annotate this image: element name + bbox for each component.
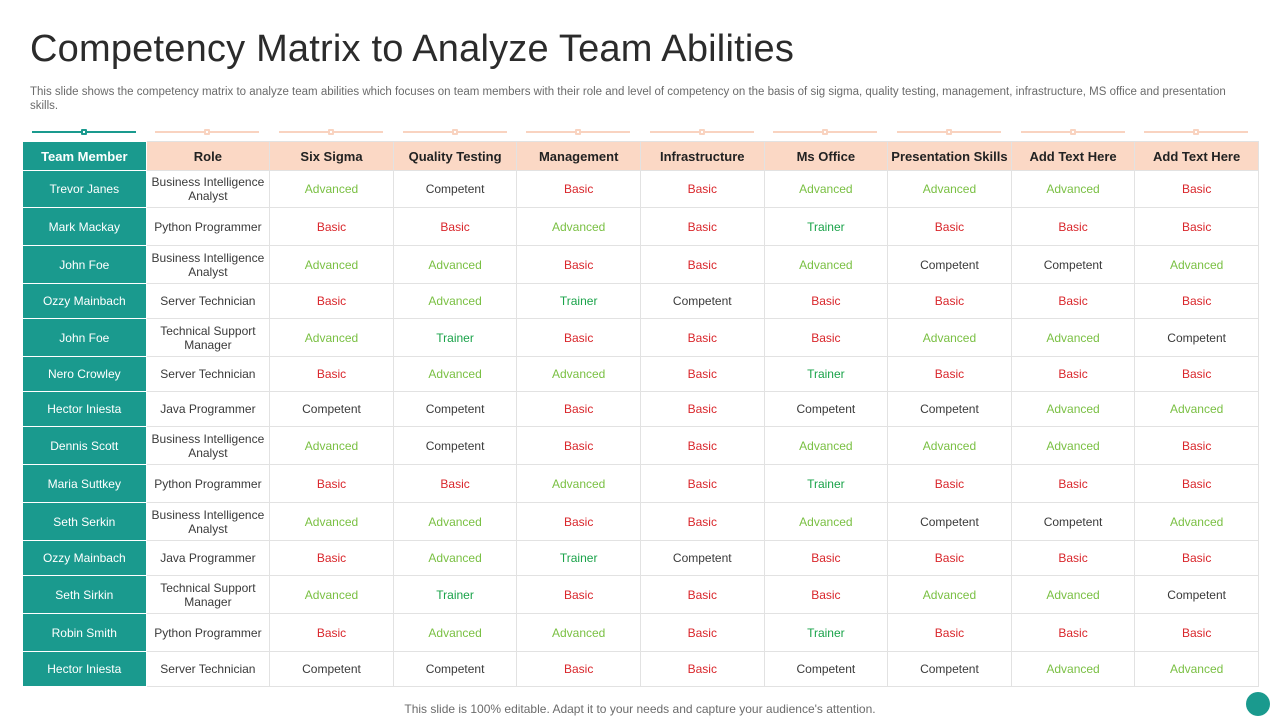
competency-level-cell: Advanced <box>270 171 394 208</box>
competency-level-cell: Competent <box>764 652 888 687</box>
table-row <box>23 284 1259 319</box>
role-cell: Python Programmer <box>146 465 270 503</box>
team-member-cell: John Foe <box>23 246 147 284</box>
table-row <box>23 246 1259 284</box>
team-member-cell: Maria Suttkey <box>23 465 147 503</box>
competency-level-cell: Basic <box>1011 541 1135 576</box>
competency-level-cell: Basic <box>393 208 517 246</box>
competency-level-cell: Basic <box>517 427 641 465</box>
page-title: Competency Matrix to Analyze Team Abilities <box>30 28 795 70</box>
competency-level-cell: Basic <box>640 614 764 652</box>
competency-level-cell: Competent <box>1135 576 1259 614</box>
competency-level-cell: Trainer <box>517 284 641 319</box>
column-decoration-line <box>32 131 136 133</box>
competency-level-cell: Basic <box>888 541 1012 576</box>
competency-level-cell: Basic <box>1011 465 1135 503</box>
competency-level-cell: Basic <box>1135 208 1259 246</box>
competency-level-cell: Advanced <box>1135 503 1259 541</box>
competency-level-cell: Advanced <box>517 465 641 503</box>
competency-level-cell: Advanced <box>270 246 394 284</box>
column-header: Management <box>517 142 641 171</box>
slide-description: This slide shows the competency matrix to analyze team abilities which focuses on team members with their role and level of competency on the basis of sig sigma, quality testing, management, infrastructure, MS office and presentation skills. <box>30 86 1226 112</box>
column-decoration-dot <box>204 129 210 135</box>
competency-level-cell: Advanced <box>517 357 641 392</box>
column-decoration-dot <box>822 129 828 135</box>
table-row <box>23 392 1259 427</box>
competency-level-cell: Basic <box>888 465 1012 503</box>
competency-level-cell: Competent <box>888 503 1012 541</box>
competency-level-cell: Advanced <box>1135 652 1259 687</box>
competency-level-cell: Advanced <box>888 319 1012 357</box>
column-decoration-dot <box>81 129 87 135</box>
competency-level-cell: Basic <box>888 208 1012 246</box>
competency-level-cell: Advanced <box>393 614 517 652</box>
team-member-cell: Nero Crowley <box>23 357 147 392</box>
competency-level-cell: Basic <box>888 357 1012 392</box>
competency-level-cell: Competent <box>393 427 517 465</box>
competency-level-cell: Basic <box>1135 171 1259 208</box>
role-cell: Business Intelligence Analyst <box>146 171 270 208</box>
competency-level-cell: Competent <box>888 652 1012 687</box>
competency-level-cell: Advanced <box>1011 392 1135 427</box>
column-header: Role <box>146 142 270 171</box>
team-member-cell: Robin Smith <box>23 614 147 652</box>
competency-level-cell: Advanced <box>1011 427 1135 465</box>
competency-level-cell: Basic <box>270 357 394 392</box>
role-cell: Business Intelligence Analyst <box>146 427 270 465</box>
competency-level-cell: Advanced <box>888 576 1012 614</box>
competency-level-cell: Basic <box>517 319 641 357</box>
competency-level-cell: Basic <box>640 171 764 208</box>
competency-level-cell: Advanced <box>764 246 888 284</box>
column-header: Six Sigma <box>270 142 394 171</box>
column-decoration-line <box>279 131 383 133</box>
role-cell: Server Technician <box>146 284 270 319</box>
competency-level-cell: Basic <box>1011 208 1135 246</box>
team-member-cell: Trevor Janes <box>23 171 147 208</box>
competency-level-cell: Basic <box>640 208 764 246</box>
competency-level-cell: Competent <box>1135 319 1259 357</box>
role-cell: Server Technician <box>146 652 270 687</box>
team-member-cell: Mark Mackay <box>23 208 147 246</box>
role-cell: Technical Support Manager <box>146 576 270 614</box>
column-decoration-dot <box>699 129 705 135</box>
column-header: Add Text Here <box>1135 142 1259 171</box>
column-header: Ms Office <box>764 142 888 171</box>
competency-level-cell: Basic <box>270 284 394 319</box>
competency-level-cell: Basic <box>764 541 888 576</box>
column-header: Team Member <box>23 142 147 171</box>
competency-level-cell: Advanced <box>270 319 394 357</box>
competency-level-cell: Advanced <box>1135 246 1259 284</box>
competency-level-cell: Advanced <box>1135 392 1259 427</box>
column-decoration-dot <box>1070 129 1076 135</box>
competency-level-cell: Advanced <box>270 576 394 614</box>
role-cell: Java Programmer <box>146 541 270 576</box>
competency-level-cell: Basic <box>517 652 641 687</box>
team-member-cell: Hector Iniesta <box>23 392 147 427</box>
role-cell: Technical Support Manager <box>146 319 270 357</box>
role-cell: Business Intelligence Analyst <box>146 503 270 541</box>
competency-level-cell: Advanced <box>393 503 517 541</box>
competency-level-cell: Competent <box>393 392 517 427</box>
competency-level-cell: Basic <box>393 465 517 503</box>
competency-level-cell: Advanced <box>764 503 888 541</box>
competency-level-cell: Competent <box>640 541 764 576</box>
table-row <box>23 427 1259 465</box>
competency-level-cell: Basic <box>1011 614 1135 652</box>
competency-level-cell: Basic <box>640 246 764 284</box>
competency-level-cell: Competent <box>1011 503 1135 541</box>
competency-level-cell: Basic <box>270 541 394 576</box>
competency-level-cell: Basic <box>1135 427 1259 465</box>
column-decoration-dot <box>452 129 458 135</box>
competency-level-cell: Basic <box>888 284 1012 319</box>
column-header: Quality Testing <box>393 142 517 171</box>
column-decoration-line <box>526 131 630 133</box>
competency-level-cell: Basic <box>888 614 1012 652</box>
competency-level-cell: Advanced <box>1011 652 1135 687</box>
table-row <box>23 503 1259 541</box>
competency-level-cell: Trainer <box>764 465 888 503</box>
competency-level-cell: Basic <box>1135 284 1259 319</box>
table-row <box>23 171 1259 208</box>
column-decoration-line <box>403 131 507 133</box>
competency-level-cell: Basic <box>1011 357 1135 392</box>
column-decoration-line <box>897 131 1001 133</box>
competency-level-cell: Basic <box>640 392 764 427</box>
competency-level-cell: Advanced <box>393 541 517 576</box>
competency-level-cell: Basic <box>640 465 764 503</box>
column-decoration-row <box>22 126 1258 138</box>
team-member-cell: Hector Iniesta <box>23 652 147 687</box>
team-member-cell: Seth Serkin <box>23 503 147 541</box>
competency-level-cell: Basic <box>517 171 641 208</box>
competency-level-cell: Trainer <box>764 208 888 246</box>
competency-level-cell: Advanced <box>393 246 517 284</box>
table-header-row <box>23 142 1259 171</box>
team-member-cell: John Foe <box>23 319 147 357</box>
competency-level-cell: Advanced <box>393 284 517 319</box>
column-decoration-line <box>1144 131 1248 133</box>
competency-level-cell: Trainer <box>764 357 888 392</box>
column-header: Add Text Here <box>1011 142 1135 171</box>
role-cell: Business Intelligence Analyst <box>146 246 270 284</box>
table-row <box>23 208 1259 246</box>
role-cell: Python Programmer <box>146 208 270 246</box>
competency-level-cell: Competent <box>270 652 394 687</box>
competency-level-cell: Advanced <box>1011 576 1135 614</box>
competency-level-cell: Trainer <box>393 319 517 357</box>
competency-level-cell: Trainer <box>517 541 641 576</box>
competency-level-cell: Basic <box>270 465 394 503</box>
role-cell: Java Programmer <box>146 392 270 427</box>
competency-level-cell: Basic <box>517 576 641 614</box>
competency-level-cell: Advanced <box>517 614 641 652</box>
column-header: Infrastructure <box>640 142 764 171</box>
competency-level-cell: Basic <box>270 614 394 652</box>
column-header: Presentation Skills <box>888 142 1012 171</box>
competency-level-cell: Competent <box>888 392 1012 427</box>
column-decoration-dot <box>575 129 581 135</box>
team-member-cell: Dennis Scott <box>23 427 147 465</box>
column-decoration-line <box>773 131 877 133</box>
column-decoration-dot <box>1193 129 1199 135</box>
competency-level-cell: Advanced <box>1011 171 1135 208</box>
competency-level-cell: Basic <box>640 503 764 541</box>
column-decoration-line <box>650 131 754 133</box>
corner-circle-decoration <box>1246 692 1270 716</box>
competency-level-cell: Advanced <box>270 503 394 541</box>
table-row <box>23 465 1259 503</box>
table-row <box>23 576 1259 614</box>
team-member-cell: Ozzy Mainbach <box>23 284 147 319</box>
role-cell: Server Technician <box>146 357 270 392</box>
competency-level-cell: Competent <box>393 171 517 208</box>
competency-level-cell: Basic <box>270 208 394 246</box>
competency-level-cell: Competent <box>393 652 517 687</box>
competency-level-cell: Competent <box>1011 246 1135 284</box>
competency-level-cell: Basic <box>640 357 764 392</box>
team-member-cell: Seth Sirkin <box>23 576 147 614</box>
table-row <box>23 319 1259 357</box>
competency-level-cell: Advanced <box>270 427 394 465</box>
competency-level-cell: Basic <box>640 319 764 357</box>
table-row <box>23 652 1259 687</box>
competency-level-cell: Advanced <box>393 357 517 392</box>
competency-level-cell: Advanced <box>764 171 888 208</box>
column-decoration-line <box>155 131 259 133</box>
competency-level-cell: Basic <box>640 427 764 465</box>
team-member-cell: Ozzy Mainbach <box>23 541 147 576</box>
table-row <box>23 357 1259 392</box>
competency-level-cell: Advanced <box>888 171 1012 208</box>
competency-level-cell: Trainer <box>764 614 888 652</box>
column-decoration-line <box>1021 131 1125 133</box>
competency-level-cell: Competent <box>640 284 764 319</box>
competency-level-cell: Basic <box>517 246 641 284</box>
table-row <box>23 541 1259 576</box>
column-decoration-dot <box>328 129 334 135</box>
competency-level-cell: Basic <box>1135 357 1259 392</box>
competency-level-cell: Basic <box>640 652 764 687</box>
competency-level-cell: Advanced <box>517 208 641 246</box>
role-cell: Python Programmer <box>146 614 270 652</box>
competency-level-cell: Basic <box>764 284 888 319</box>
competency-level-cell: Competent <box>764 392 888 427</box>
competency-level-cell: Competent <box>888 246 1012 284</box>
competency-level-cell: Advanced <box>1011 319 1135 357</box>
competency-level-cell: Basic <box>764 319 888 357</box>
competency-level-cell: Advanced <box>764 427 888 465</box>
competency-level-cell: Basic <box>640 576 764 614</box>
competency-level-cell: Basic <box>517 392 641 427</box>
footer-note: This slide is 100% editable. Adapt it to your needs and capture your audience's attention. <box>404 702 876 716</box>
competency-level-cell: Trainer <box>393 576 517 614</box>
competency-level-cell: Basic <box>1135 541 1259 576</box>
table-row <box>23 614 1259 652</box>
competency-level-cell: Basic <box>1135 465 1259 503</box>
competency-level-cell: Advanced <box>888 427 1012 465</box>
competency-level-cell: Basic <box>1135 614 1259 652</box>
competency-level-cell: Basic <box>517 503 641 541</box>
competency-matrix-table <box>22 141 1259 687</box>
competency-level-cell: Competent <box>270 392 394 427</box>
column-decoration-dot <box>946 129 952 135</box>
competency-level-cell: Basic <box>764 576 888 614</box>
competency-level-cell: Basic <box>1011 284 1135 319</box>
